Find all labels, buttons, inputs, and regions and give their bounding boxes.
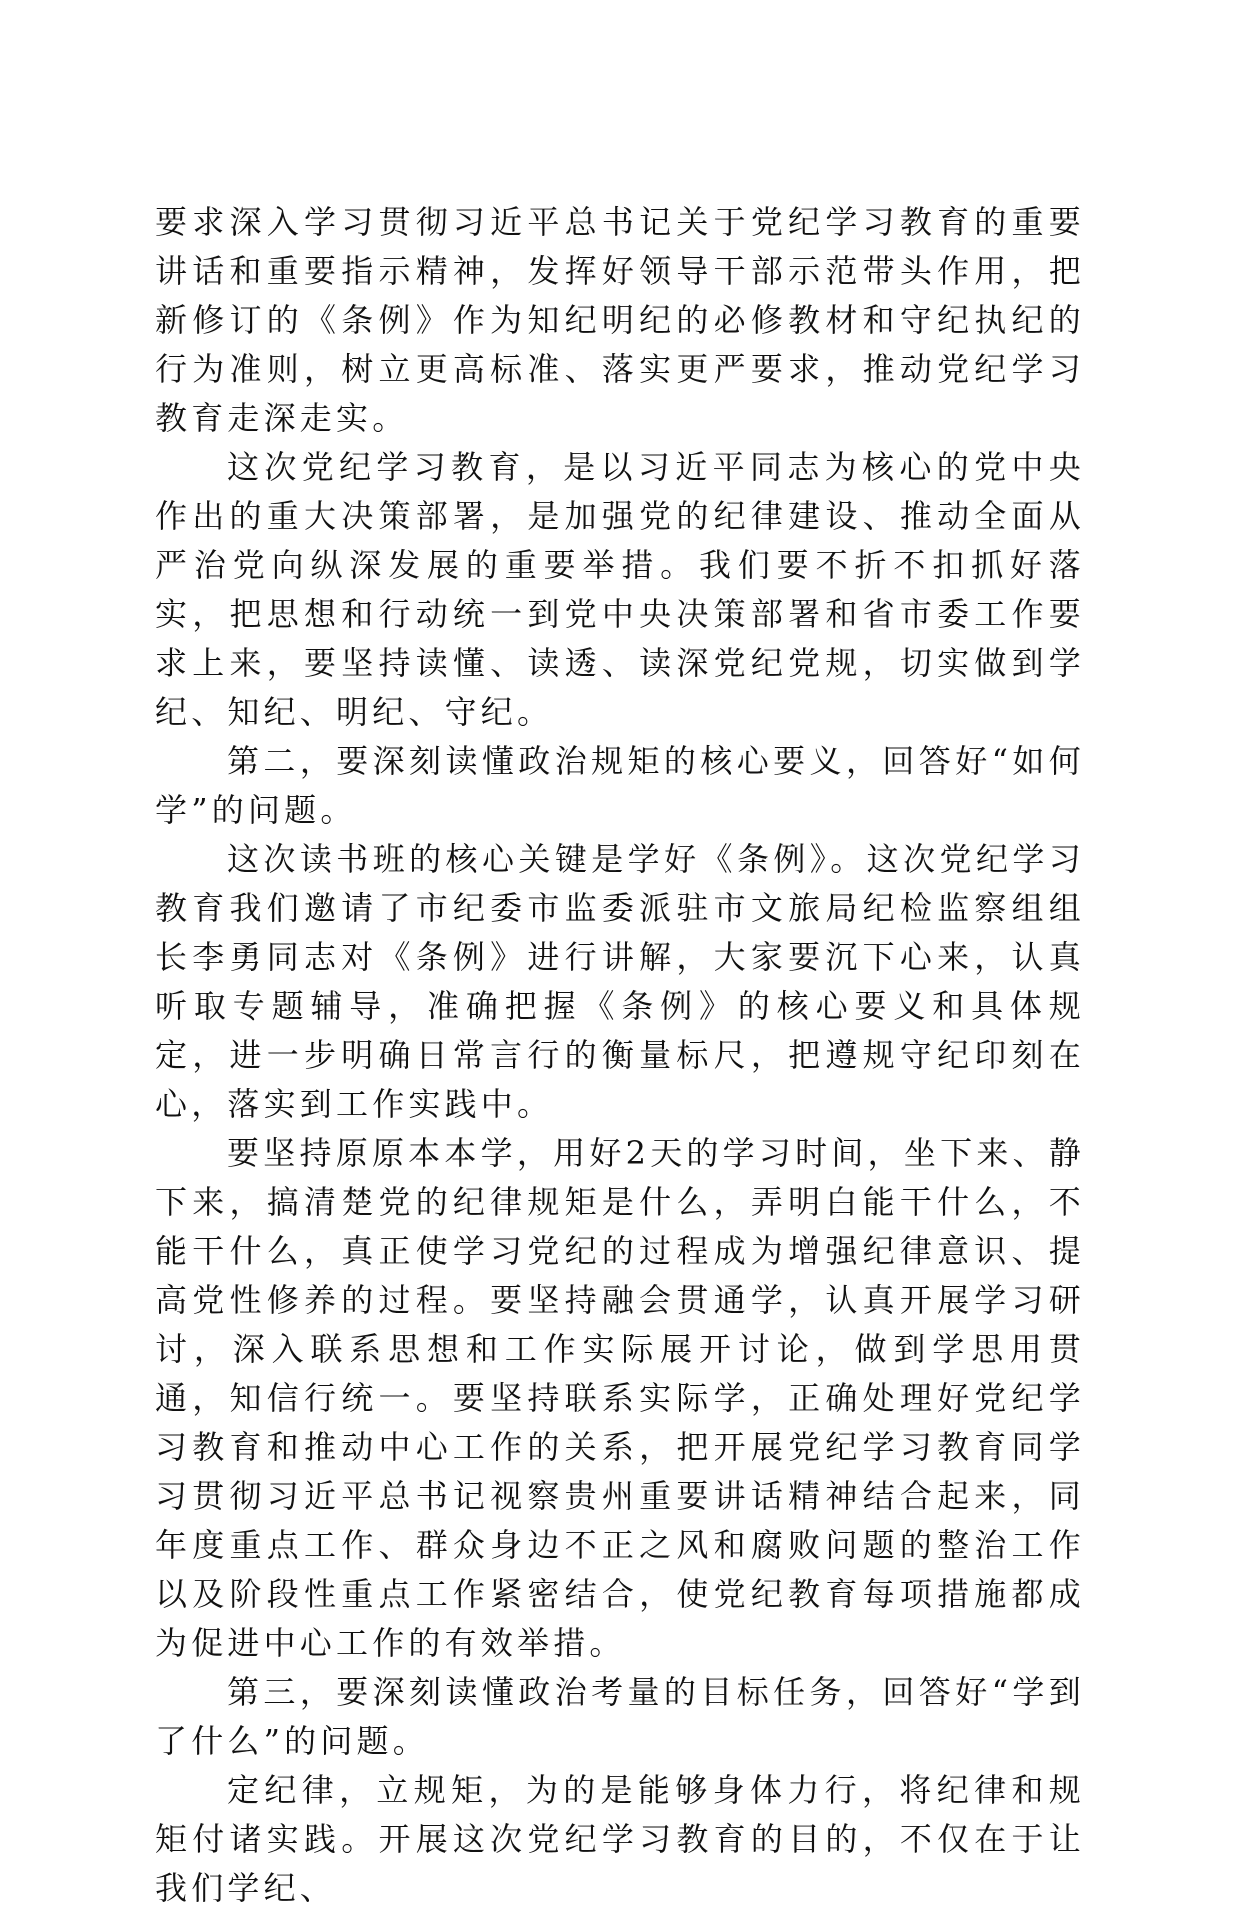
document-body [155, 198, 1085, 1913]
paragraph: 定纪律，立规矩，为的是能够身体力行，将纪律和规矩付诸实践。开展这次党纪学习教育的目的，不仅在于让我们学纪、 [155, 1771, 1085, 1907]
section-heading: 第二，要深刻读懂政治规矩的核心要义，回答好“如何学”的问题。 [155, 742, 1085, 829]
paragraph: 这次党纪学习教育，是以习近平同志为核心的党中央作出的重大决策部署，是加强党的纪律建设、推动全面从严治党向纵深发展的重要举措。我们要不折不扣抓好落实，把思想和行动统一到党中央决策部署和省市委工作要求上来，要坚持读懂、读透、读深党纪党规，切实做到学纪、知纪、明纪、守纪。 [155, 448, 1085, 731]
paragraph: 这次读书班的核心关键是学好《条例》。这次党纪学习教育我们邀请了市纪委市监委派驻市文旅局纪检监察组组长李勇同志对《条例》进行讲解，大家要沉下心来，认真听取专题辅导，准确把握《条例》的核心要义和具体规定，进一步明确日常言行的衡量标尺，把遵规守纪印刻在心，落实到工作实践中。 [155, 840, 1085, 1123]
section-heading: 第三，要深刻读懂政治考量的目标任务，回答好“学到了什么”的问题。 [155, 1673, 1085, 1760]
paragraph-continued: 要求深入学习贯彻习近平总书记关于党纪学习教育的重要讲话和重要指示精神，发挥好领导干部示范带头作用，把新修订的《条例》作为知纪明纪的必修教材和守纪执纪的行为准则，树立更高标准、落实更严要求，推动党纪学习教育走深走实。 [155, 203, 1085, 437]
paragraph: 要坚持原原本本学，用好2天的学习时间，坐下来、静下来，搞清楚党的纪律规矩是什么，弄明白能干什么，不能干什么，真正使学习党纪的过程成为增强纪律意识、提高党性修养的过程。要坚持融会贯通学，认真开展学习研讨，深入联系思想和工作实际展开讨论，做到学思用贯通，知信行统一。要坚持联系实际学，正确处理好党纪学习教育和推动中心工作的关系，把开展党纪学习教育同学习贯彻习近平总书记视察贵州重要讲话精神结合起来，同年度重点工作、群众身边不正之风和腐败问题的整治工作以及阶段性重点工作紧密结合，使党纪教育每项措施都成为促进中心工作的有效举措。 [155, 1134, 1085, 1662]
